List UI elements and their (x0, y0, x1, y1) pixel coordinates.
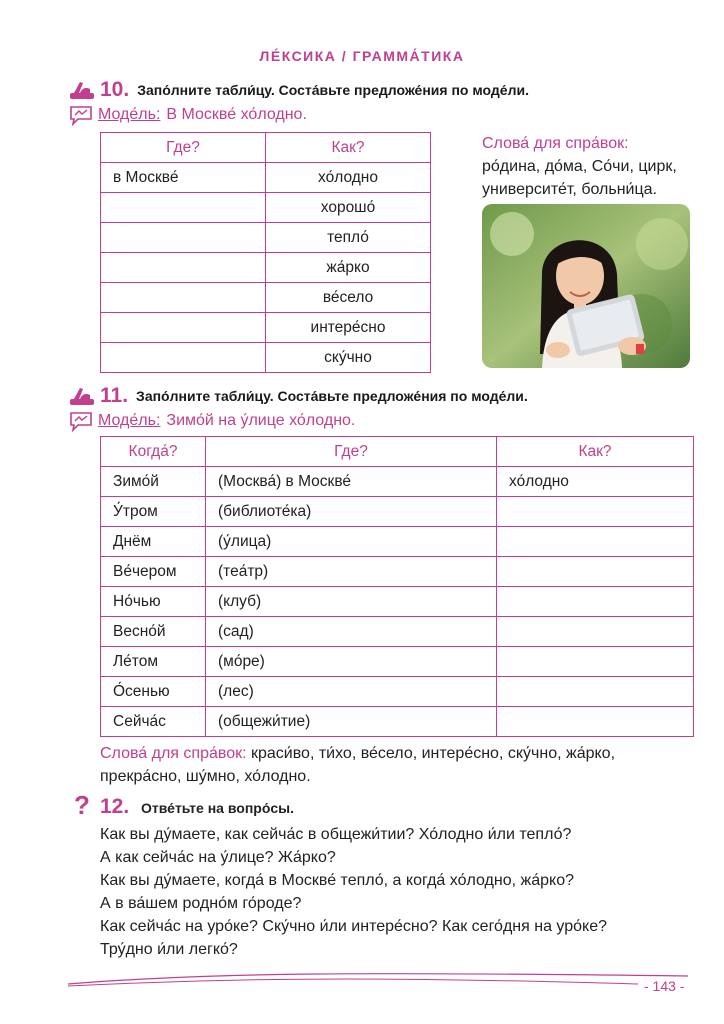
table-cell: (библиоте́ка) (206, 497, 497, 527)
model-label: Моде́ль: (98, 412, 161, 429)
question-line: Как вы ду́маете, когда́ в Москве́ тепло́, а когда́ хо́лодно, жа́рко? (100, 872, 574, 889)
table-cell: жа́рко (266, 253, 431, 283)
page-number: - 143 - (644, 978, 685, 994)
table-cell: О́сенью (101, 677, 206, 707)
table-row (101, 587, 694, 617)
table-row (101, 497, 694, 527)
hints-label: Слова́ для спра́вок: (482, 135, 629, 152)
exercise-10-model (68, 104, 307, 126)
table-row (101, 617, 694, 647)
exercise-12-instruction: Отве́тьте на вопро́сы. (141, 800, 295, 816)
table-cell: тепло́ (266, 223, 431, 253)
question-line: А как сейча́с на у́лице? Жа́рко? (100, 849, 336, 866)
table-cell: (общежи́тие) (206, 707, 497, 737)
answer-cell[interactable] (497, 497, 694, 527)
table-cell: (Москва́) в Москве́ (206, 467, 497, 497)
exercise-10-heading (68, 78, 529, 102)
table-cell: (теа́тр) (206, 557, 497, 587)
exercise-11-heading (68, 384, 528, 408)
table-row (101, 193, 431, 223)
table-cell: У́тром (101, 497, 206, 527)
table-cell: (лес) (206, 677, 497, 707)
table-cell: хорошо́ (266, 193, 431, 223)
answer-cell[interactable] (497, 647, 694, 677)
table-cell: в Москве́ (101, 163, 266, 193)
column-header: Когда́? (101, 437, 206, 467)
table-cell: ве́село (266, 283, 431, 313)
table-row (101, 707, 694, 737)
table-cell: Сейча́с (101, 707, 206, 737)
exercise-10-instruction: Запо́лните табли́цу. Соста́вьте предложе́ния по моде́ли. (137, 82, 529, 98)
table-header-row (101, 437, 694, 467)
table-cell: (клуб) (206, 587, 497, 617)
table-cell: Ле́том (101, 647, 206, 677)
column-header: Где? (206, 437, 497, 467)
answer-cell[interactable] (497, 707, 694, 737)
column-header: Где? (101, 133, 266, 163)
hints-label: Слова́ для спра́вок: (100, 745, 247, 762)
writing-hand-icon (68, 385, 96, 407)
answer-cell[interactable] (101, 193, 266, 223)
exercise-11-hints (100, 742, 700, 788)
table-row (101, 677, 694, 707)
answer-cell[interactable] (101, 253, 266, 283)
table-cell: (мо́ре) (206, 647, 497, 677)
hints-words: ро́дина, до́ма, Со́чи, цирк, (482, 158, 677, 175)
answer-cell[interactable] (101, 313, 266, 343)
question-mark-icon: ? (74, 790, 90, 820)
exercise-10-number: 10. (100, 78, 130, 101)
table-row (101, 467, 694, 497)
answer-cell[interactable] (497, 617, 694, 647)
question-line: Как сейча́с на уро́ке? Ску́чно и́ли интере́сно? Как сего́дня на уро́ке? (100, 918, 607, 935)
hints-words: краси́во, ти́хо, ве́село, интере́сно, ску́чно, жа́рко, (246, 745, 616, 762)
exercise-10-table (100, 132, 431, 373)
table-row (101, 343, 431, 373)
model-label: Моде́ль: (98, 106, 161, 123)
writing-hand-icon (68, 79, 96, 101)
answer-cell[interactable] (497, 677, 694, 707)
exercise-11-model (68, 410, 355, 432)
table-row (101, 557, 694, 587)
table-cell: Ве́чером (101, 557, 206, 587)
column-header: Как? (497, 437, 694, 467)
table-cell: интере́сно (266, 313, 431, 343)
table-cell: Зимо́й (101, 467, 206, 497)
table-row (101, 313, 431, 343)
table-cell: Весно́й (101, 617, 206, 647)
table-cell: ску́чно (266, 343, 431, 373)
hints-words: прекра́сно, шу́мно, хо́лодно. (100, 768, 311, 785)
table-row (101, 253, 431, 283)
speech-bubble-icon (68, 410, 94, 432)
table-header-row (101, 133, 431, 163)
answer-cell[interactable] (497, 587, 694, 617)
question-line: Тру́дно и́ли легко́? (100, 941, 238, 958)
speech-bubble-icon (68, 104, 94, 126)
table-row (101, 283, 431, 313)
exercise-10-hints (482, 132, 712, 201)
table-cell: (у́лица) (206, 527, 497, 557)
question-line: Как вы ду́маете, как сейча́с в общежи́тии? Хо́лодно и́ли тепло́? (100, 826, 572, 843)
exercise-11-instruction: Запо́лните табли́цу. Соста́вьте предложе́ния по моде́ли. (136, 388, 528, 404)
answer-cell[interactable] (497, 557, 694, 587)
exercise-11-table (100, 436, 694, 737)
table-cell: хо́лодно (497, 467, 694, 497)
table-row (101, 647, 694, 677)
table-cell: хо́лодно (266, 163, 431, 193)
exercise-11-number: 11. (100, 384, 129, 407)
table-row (101, 527, 694, 557)
footer-decorative-line (68, 966, 688, 990)
answer-cell[interactable] (101, 343, 266, 373)
answer-cell[interactable] (101, 223, 266, 253)
exercise-12-questions (100, 823, 700, 961)
answer-cell[interactable] (497, 527, 694, 557)
table-row (101, 163, 431, 193)
hints-words: университе́т, больни́ца. (482, 181, 657, 198)
photo-girl-with-tablet (482, 204, 690, 368)
table-row (101, 223, 431, 253)
exercise-12-number: 12. (100, 795, 130, 818)
answer-cell[interactable] (101, 283, 266, 313)
model-text: В Москве́ хо́лодно. (166, 106, 307, 123)
table-cell: (сад) (206, 617, 497, 647)
model-text: Зимо́й на у́лице хо́лодно. (166, 412, 356, 429)
table-cell: Днём (101, 527, 206, 557)
column-header: Как? (266, 133, 431, 163)
table-cell: Но́чью (101, 587, 206, 617)
section-header: ЛЕ́КСИКА / ГРАММА́ТИКА (259, 48, 465, 64)
question-line: А в ва́шем родно́м го́роде? (100, 895, 302, 912)
